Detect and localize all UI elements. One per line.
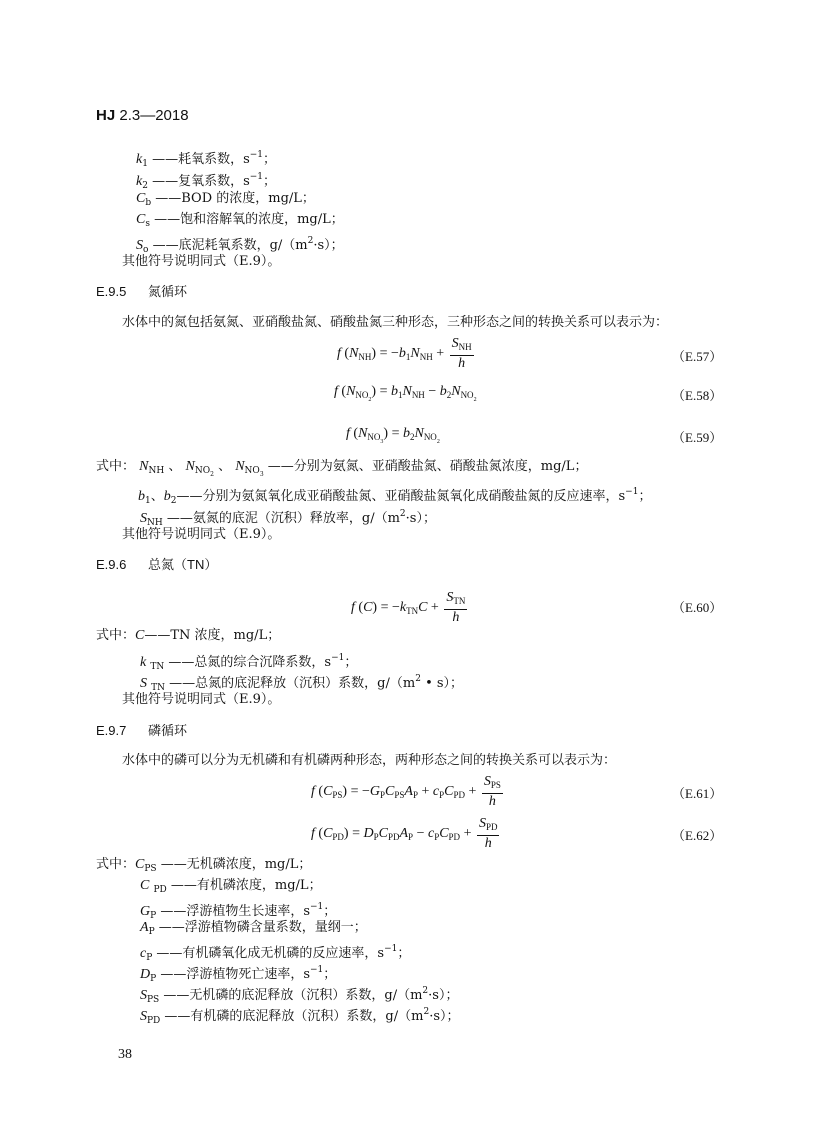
equation-number-e59: （E.59） <box>672 430 723 445</box>
equation-e60: f $(C) = -k_{TN}C$ + $\frac{S_{TN}}{h}$ <box>351 590 466 625</box>
definition-ktn: k $_{TN}$ ——总氮的综合沉降系数，$s^{-1}$； <box>140 653 358 672</box>
section-heading-phosphorus: E.9.7 磷循环 <box>96 723 188 738</box>
page-number: 38 <box>118 1047 132 1062</box>
definition-spd: $S_{PD}$ ——有机磷的底泥释放（沉积）系数，$g/(m^2\cdot s)$； <box>140 1007 460 1026</box>
equation-e59: f $(N_{NO_3}) = b_2N_{NO_2}$ <box>346 426 440 445</box>
document-code: HJ 2.3—2018 <box>96 107 189 124</box>
equation-e57: f $(N_{NH}) = -b_1N_{NH}$ + $\frac{S_{NH}}{h}$ <box>337 336 472 371</box>
definition-so: $S_o$ ——底泥耗氧系数，$g/(m^2\cdot s)$； <box>136 236 344 255</box>
definition-snh: $S_{NH}$ ——氨氮的底泥（沉积）释放率，$g/(m^2\cdot s)$； <box>140 509 436 528</box>
definition-sps: $S_{PS}$ ——无机磷的底泥释放（沉积）系数，$g/(m^2\cdot s)$； <box>140 986 459 1005</box>
equation-number-e58: （E.58） <box>672 388 723 403</box>
equation-e58: f $(N_{NO_2}) = b_1N_{NH} - b_2N_{NO_2}$ <box>334 384 477 403</box>
equation-e61: f $(C_{PS}) = -G_PC_{PS}A_P + c_PC_{PD}$ + $\frac{S_{PS}}{h}$ <box>311 774 501 809</box>
definition-stn: S $_{TN}$ ——总氮的底泥释放（沉积）系数，$g/(m^2$ • s）； <box>140 674 464 693</box>
definition-nitrogen-concentrations: 式中： $N_{NH}$ 、 $N_{NO_2}$ 、 $N_{NO_3}$ ——分别为氨氮、亚硝酸盐氮、硝酸盐氮浓度，mg/L； <box>96 459 588 478</box>
other-symbols-note: 其他符号说明同式（E.9）。 <box>122 527 281 542</box>
section-heading-nitrogen: E.9.5 氮循环 <box>96 284 188 299</box>
definition-gp: $G_P$ ——浮游植物生长速率，$s^{-1}$； <box>140 902 337 921</box>
equation-number-e60: （E.60） <box>672 600 723 615</box>
definition-b-rates: $b_1$、$b_2——$分别为氨氮氧化成亚硝酸盐氮、亚硝酸盐氮氧化成硝酸盐氮的反应速率，$s^{-1}$； <box>138 487 652 506</box>
definition-cb: $C_b$ ——BOD 的浓度，mg/L； <box>136 191 315 208</box>
equation-e62: f $(C_{PD}) = D_PC_{PD}A_P - c_PC_{PD}$ + $\frac{S_{PD}}{h}$ <box>311 816 498 851</box>
definition-cpd: C $_{PD}$ ——有机磷浓度，mg/L； <box>140 878 322 895</box>
equation-number-e61: （E.61） <box>672 786 723 801</box>
section-heading-total-nitrogen: E.9.6 总氮（TN） <box>96 557 218 572</box>
definition-cp: $c_P$ ——有机磷氧化成无机磷的反应速率，$s^{-1}$； <box>140 944 411 963</box>
definition-k2: $k_2$ ——复氧系数，$s^{-1}$； <box>136 172 277 191</box>
other-symbols-note: 其他符号说明同式（E.9）。 <box>122 254 281 269</box>
paragraph-phosphorus: 水体中的磷可以分为无机磷和有机磷两种形态，两种形态之间的转换关系可以表示为： <box>122 753 617 768</box>
paragraph-nitrogen: 水体中的氮包括氨氮、亚硝酸盐氮、硝酸盐氮三种形态，三种形态之间的转换关系可以表示为： <box>122 315 669 330</box>
other-symbols-note: 其他符号说明同式（E.9）。 <box>122 692 281 707</box>
definition-cps: 式中：$C_{PS}$ ——无机磷浓度，mg/L； <box>96 857 312 874</box>
definition-c: 式中：C——TN 浓度，mg/L； <box>96 628 281 643</box>
equation-number-e62: （E.62） <box>672 828 723 843</box>
definition-ap: $A_P$ ——浮游植物磷含量系数，量纲一； <box>140 920 367 937</box>
equation-number-e57: （E.57） <box>672 349 723 364</box>
definition-cs: $C_s$ ——饱和溶解氧的浓度，mg/L； <box>136 212 344 229</box>
definition-dp: $D_P$ ——浮游植物死亡速率，$s^{-1}$； <box>140 965 337 984</box>
definition-k1: $k_1$ ——耗氧系数，$s^{-1}$； <box>136 150 277 169</box>
